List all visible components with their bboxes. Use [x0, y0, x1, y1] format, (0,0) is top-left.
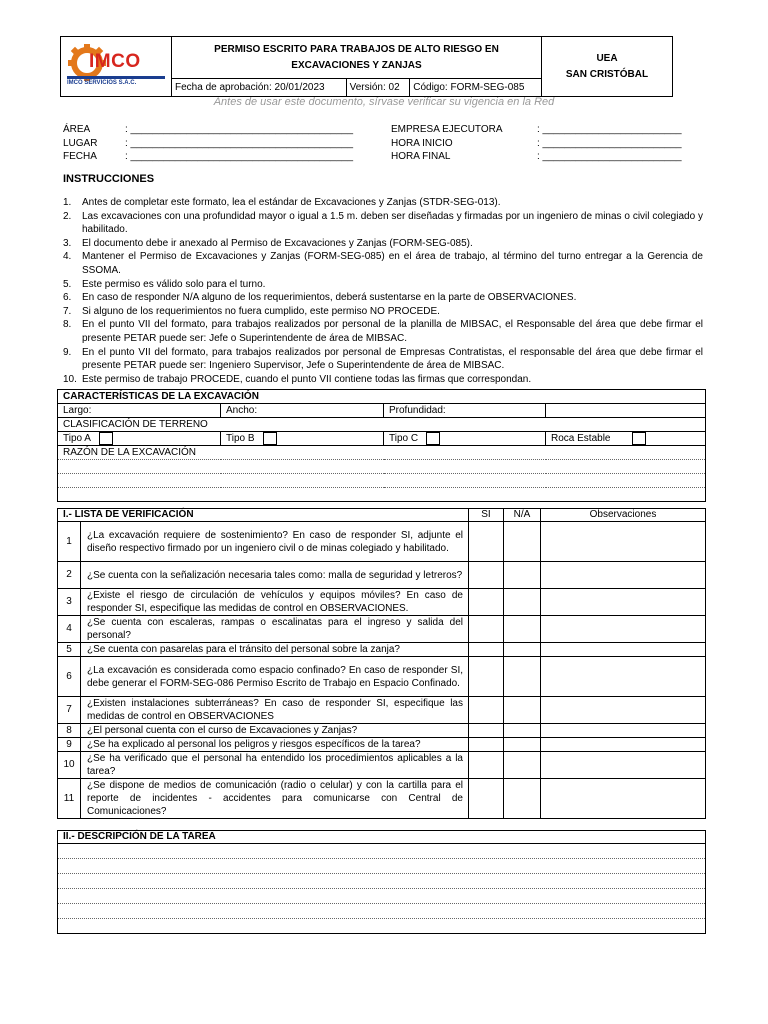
- si-cell[interactable]: [469, 697, 504, 724]
- width-field[interactable]: Ancho:: [221, 404, 384, 418]
- excavation-title: CARACTERÍSTICAS DE LA EXCAVACIÓN: [58, 390, 706, 404]
- version: Versión: 02: [346, 79, 410, 96]
- checklist-title: I.- LISTA DE VERIFICACIÓN: [58, 509, 469, 522]
- obs-cell[interactable]: [541, 724, 706, 738]
- table-row: 2 ¿Se cuenta con la señalización necesaria tales como: malla de seguridad y letreros?: [58, 562, 706, 589]
- approval-date: Fecha de aprobación: 20/01/2023: [175, 82, 325, 93]
- instruction-item: 1. Antes de completar este formato, lea el estándar de Excavaciones y Zanjas (STDR-SEG-013).: [63, 197, 501, 208]
- reason-line[interactable]: [58, 460, 706, 474]
- instruction-item: 6. En caso de responder N/A alguno de los requerimientos, deberá sustentarse en la parte de OBSERVACIONES.: [63, 292, 577, 304]
- company-logo: [61, 37, 172, 97]
- length-field[interactable]: Largo:: [58, 404, 221, 418]
- table-row: 3 ¿Existe el riesgo de circulación de vehículos y equipos móviles? En caso de responder SI, especifique las medidas de control en OBSERVACIONES.: [58, 589, 706, 616]
- obs-cell[interactable]: [541, 643, 706, 657]
- si-cell[interactable]: [469, 562, 504, 589]
- na-cell[interactable]: [504, 562, 541, 589]
- type-b-checkbox[interactable]: [263, 432, 277, 445]
- na-cell[interactable]: [504, 724, 541, 738]
- date-label: FECHA: [63, 151, 97, 162]
- table-row: 9 ¿Se ha explicado al personal los peligros y riesgos específicos de la tarea?: [58, 738, 706, 752]
- reason-line[interactable]: [58, 474, 706, 488]
- si-cell[interactable]: [469, 522, 504, 562]
- instruction-item: 2. Las excavaciones con una profundidad mayor o igual a 1.5 m. deben ser diseñadas y firmadas por un ingeniero de minas o civil colegiado y habilitado.: [63, 210, 703, 236]
- obs-cell[interactable]: [541, 657, 706, 697]
- obs-cell[interactable]: [541, 697, 706, 724]
- instructions-list: [63, 196, 703, 386]
- checklist-table: [57, 508, 706, 819]
- col-si: SI: [469, 509, 504, 522]
- area-label: ÁREA: [63, 124, 91, 135]
- table-row: 4 ¿Se cuenta con escaleras, rampas o escalinatas para el ingreso y salida del personal?: [58, 616, 706, 643]
- start-time-field[interactable]: : _________________________: [537, 137, 682, 149]
- na-cell[interactable]: [504, 779, 541, 819]
- instruction-item: 5. Este permiso es válido solo para el turno.: [63, 278, 266, 290]
- table-row: 10 ¿Se ha verificado que el personal ha entendido los procedimientos aplicables a la tarea?: [58, 752, 706, 779]
- obs-cell[interactable]: [541, 738, 706, 752]
- stable-rock-checkbox[interactable]: [632, 432, 646, 445]
- document-meta: [172, 79, 542, 97]
- description-line[interactable]: [58, 859, 706, 874]
- extra-field[interactable]: [546, 404, 706, 418]
- description-table: [57, 830, 706, 934]
- description-line[interactable]: [58, 889, 706, 904]
- fields-right: [391, 123, 682, 164]
- table-row: 7 ¿Existen instalaciones subterráneas? En caso de responder SI, especifique las medidas de control en OBSERVACIONES: [58, 697, 706, 724]
- description-line[interactable]: [58, 844, 706, 859]
- place-field[interactable]: : ________________________________________: [125, 137, 354, 149]
- document-header: [60, 36, 673, 97]
- table-row: 1 ¿La excavación requiere de sostenimiento? En caso de responder SI, adjunte el diseño respectivo firmado por un ingeniero civil o de minas colegiado y habilitado.: [58, 522, 706, 562]
- uea-label: UEA SAN CRISTÓBAL: [542, 37, 673, 97]
- na-cell[interactable]: [504, 657, 541, 697]
- col-na: N/A: [504, 509, 541, 522]
- table-row: 11 ¿Se dispone de medios de comunicación (radio o celular) y con la cartilla para el reporte de incidentes - accidentes para comunicarse con Central de Comunicaciones?: [58, 779, 706, 819]
- description-line[interactable]: [58, 874, 706, 889]
- obs-cell[interactable]: [541, 752, 706, 779]
- instruction-item: 7. Si alguno de los requerimientos no fuera cumplido, este permiso NO PROCEDE.: [63, 305, 440, 317]
- company-label: EMPRESA EJECUTORA: [391, 124, 503, 135]
- document-title: PERMISO ESCRITO PARA TRABAJOS DE ALTO RIESGO EN EXCAVACIONES Y ZANJAS: [172, 37, 542, 79]
- obs-cell[interactable]: [541, 589, 706, 616]
- si-cell[interactable]: [469, 589, 504, 616]
- type-c-option[interactable]: Tipo C: [384, 432, 546, 446]
- si-cell[interactable]: [469, 643, 504, 657]
- na-cell[interactable]: [504, 738, 541, 752]
- obs-cell[interactable]: [541, 779, 706, 819]
- place-label: LUGAR: [63, 137, 98, 149]
- description-line[interactable]: [58, 904, 706, 919]
- si-cell[interactable]: [469, 616, 504, 643]
- stable-rock-option[interactable]: Roca Estable: [546, 432, 706, 446]
- si-cell[interactable]: [469, 779, 504, 819]
- instruction-item: 4. Mantener el Permiso de Excavaciones y Zanjas (FORM-SEG-085) en el área de trabajo, al término del turno entregar a la Gerencia de SSOMA.: [63, 251, 703, 276]
- instruction-item: 8. En el punto VII del formato, para trabajos realizados por personal de la planilla de MIBSAC, el Responsable del área que debe firmar el presente PETAR puede ser: Jefe o Superintendente de área de MIBSAC.: [63, 319, 703, 344]
- na-cell[interactable]: [504, 589, 541, 616]
- si-cell[interactable]: [469, 752, 504, 779]
- validity-note: Antes de usar este documento, sírvase verificar su vigencia en la Red: [213, 96, 555, 108]
- description-title: II.- DESCRIPCIÓN DE LA TAREA: [58, 831, 706, 844]
- table-row: 8 ¿El personal cuenta con el curso de Excavaciones y Zanjas?: [58, 724, 706, 738]
- si-cell[interactable]: [469, 738, 504, 752]
- na-cell[interactable]: [504, 522, 541, 562]
- logo-text: IMCO: [89, 50, 141, 72]
- instruction-item: 9. En el punto VII del formato, para trabajos realizados por personal de Empresas Contratistas, el responsable del área que debe firmar el presente PETAR puede ser: Ingeniero Supervisor, Jefe o Superintendente de área de MIBSAC.: [63, 346, 703, 372]
- si-cell[interactable]: [469, 657, 504, 697]
- description-line[interactable]: [58, 919, 706, 934]
- date-field[interactable]: : ________________________________________: [125, 151, 354, 162]
- fields-left: [63, 123, 353, 164]
- obs-cell[interactable]: [541, 562, 706, 589]
- instruction-item: 10. Este permiso de trabajo PROCEDE, cuando el punto VII contiene todas las firmas que correspondan.: [63, 373, 532, 385]
- excavation-reason-label: RAZÓN DE LA EXCAVACIÓN: [58, 446, 706, 460]
- obs-cell[interactable]: [541, 522, 706, 562]
- depth-field[interactable]: Profundidad:: [384, 404, 546, 418]
- instruction-item: 3. El documento debe ir anexado al Permiso de Excavaciones y Zanjas (FORM-SEG-085).: [63, 237, 473, 249]
- start-time-label: HORA INICIO: [391, 137, 453, 149]
- si-cell[interactable]: [469, 724, 504, 738]
- soil-classification-label: CLASIFICACIÓN DE TERRENO: [58, 418, 706, 432]
- area-field[interactable]: : ________________________________________: [125, 124, 354, 135]
- table-row: 6 ¿La excavación es considerada como espacio confinado? En caso de responder SI, debe generar el FORM-SEG-086 Permiso Escrito de Trabajo en Espacio Confinado.: [58, 657, 706, 697]
- end-time-label: HORA FINAL: [391, 151, 451, 162]
- table-row: 5 ¿Se cuenta con pasarelas para el tránsito del personal sobre la zanja?: [58, 643, 706, 657]
- instructions-title: INSTRUCCIONES: [63, 173, 155, 185]
- na-cell[interactable]: [504, 697, 541, 724]
- type-b-option[interactable]: Tipo B: [221, 432, 384, 446]
- col-observations: Observaciones: [541, 509, 706, 522]
- company-field[interactable]: : _________________________: [537, 124, 682, 135]
- na-cell[interactable]: [504, 616, 541, 643]
- na-cell[interactable]: [504, 643, 541, 657]
- document-code: Código: FORM-SEG-085: [410, 79, 541, 96]
- na-cell[interactable]: [504, 752, 541, 779]
- reason-line[interactable]: [58, 488, 706, 502]
- end-time-field[interactable]: : _________________________: [537, 151, 682, 162]
- type-a-checkbox[interactable]: [99, 432, 113, 445]
- type-c-checkbox[interactable]: [426, 432, 440, 445]
- logo-subtitle: IMCO SERVICIOS S.A.C.: [67, 79, 137, 86]
- type-a-option[interactable]: Tipo A: [58, 432, 221, 446]
- obs-cell[interactable]: [541, 616, 706, 643]
- excavation-table: [57, 389, 706, 502]
